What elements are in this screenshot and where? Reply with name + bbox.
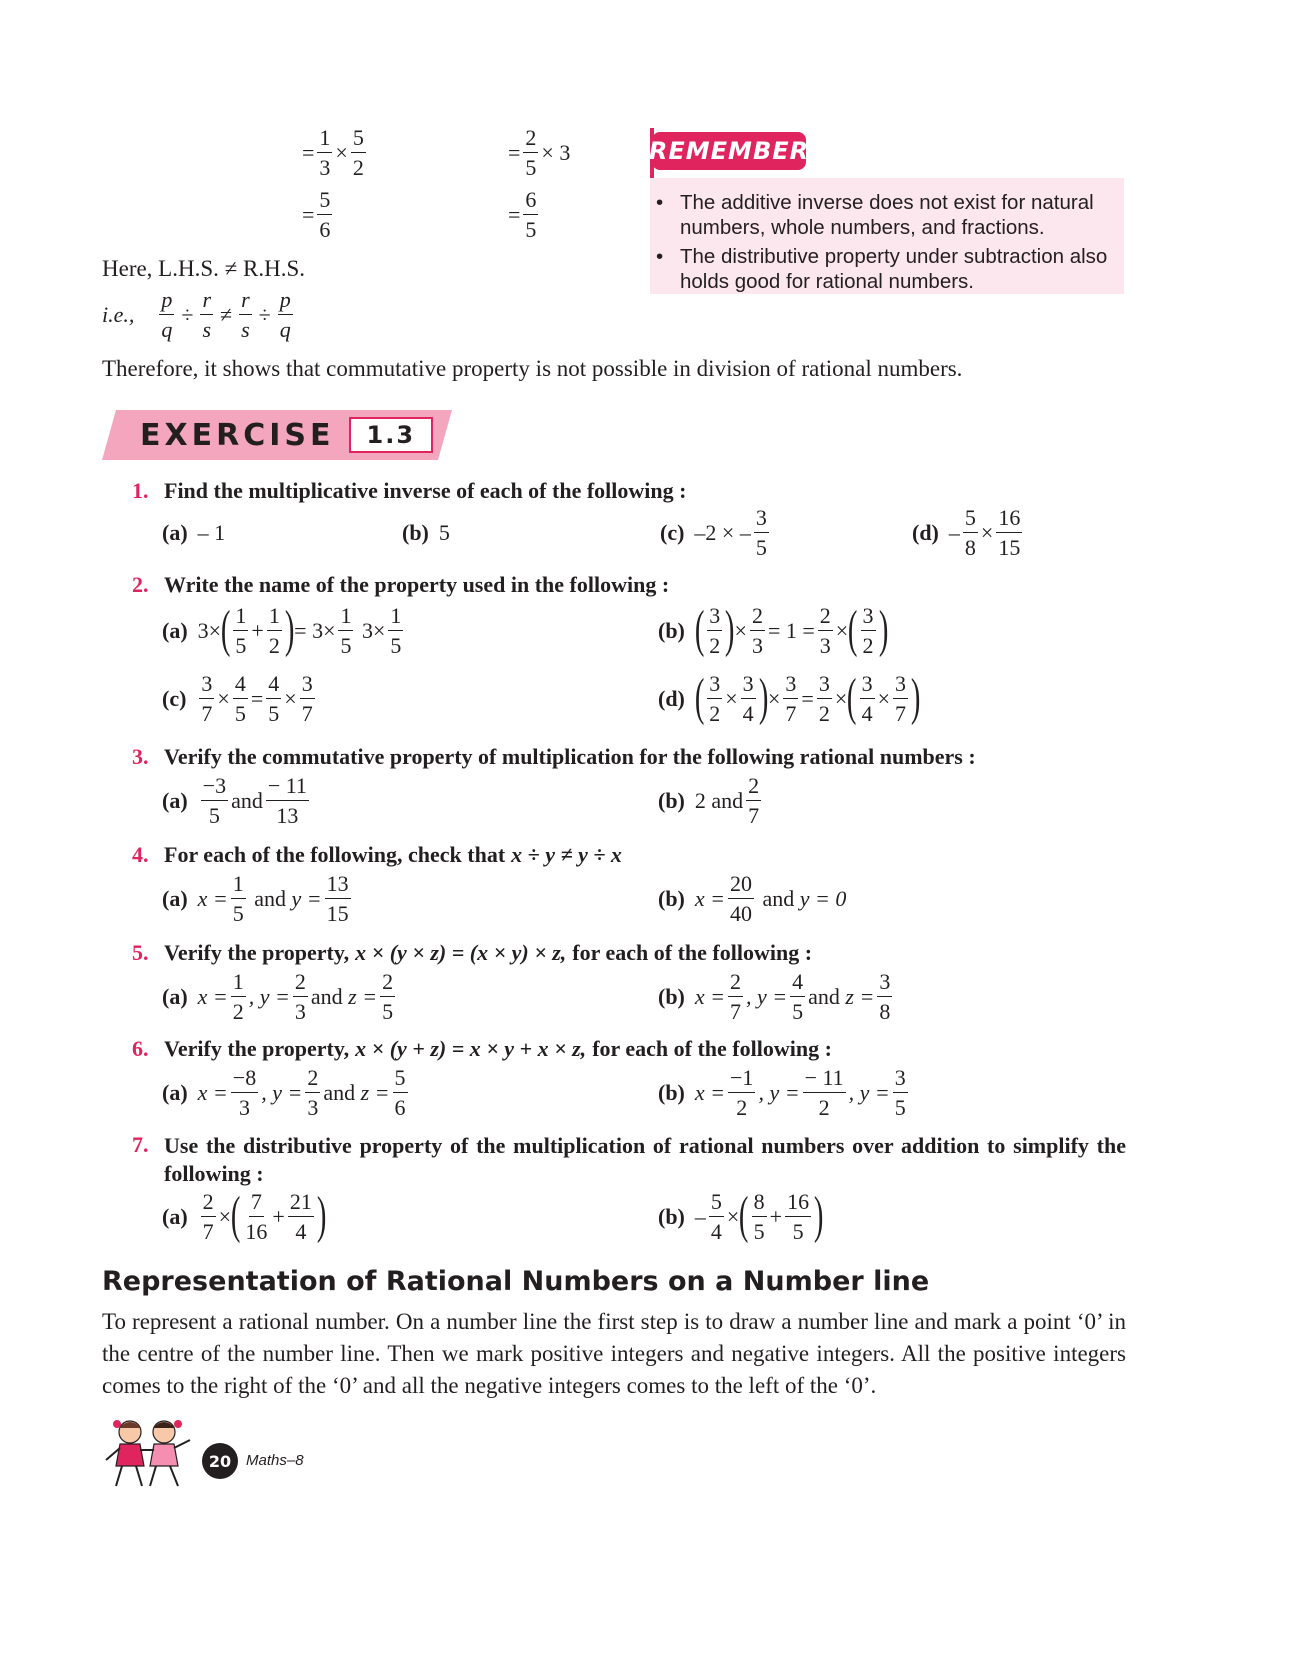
working-line-2-col2: = $\frac{6}{5}$	[508, 187, 537, 243]
q1-part-c: (c) –2 × – 3 5	[660, 505, 767, 561]
q3-part-b: (b) 2 and 2 7	[658, 773, 760, 829]
working-line-2-col1: = $\frac{5}{6}$	[302, 187, 331, 243]
question-6: 6. Verify the property, x × (y + z) = x × y + x × z, for each of the following :	[132, 1036, 832, 1061]
q2-part-a: (a) 3× ( 1 5 + 1 2 ) = 3× 1 5 3× 1 5	[162, 601, 402, 659]
q6-part-b: (b) x = $\frac{-1}{2}$ , y = $\frac{- 11}{2}$ , y = $\frac{3}{5}$	[658, 1065, 906, 1121]
working-line-1-col1: = $\frac{1}{3}$ × $\frac{5}{2}$	[302, 125, 364, 181]
page-number-badge: 20	[202, 1443, 238, 1479]
question-7: 7. Use the distributive property of the multiplication of rational numbers over addition to simplify the following :	[132, 1132, 1126, 1186]
question-5: 5. Verify the property, x × (y × z) = (x × y) × z, for each of the following :	[132, 940, 813, 965]
question-4: 4. For each of the following, check that x ÷ y ≠ y ÷ x	[132, 842, 622, 867]
kids-illustration-icon	[102, 1416, 194, 1494]
ie-expression: i.e., $\frac{p}{q}$ ÷ $\frac{r}{s}$ ≠ $\frac{r}{s}$ ÷ $\frac{p}{q}$	[102, 287, 291, 343]
q2-part-c: (c) 3 7 × 4 5 = 4 5 × 3 7	[162, 671, 313, 727]
q5-part-b: (b) x = $\frac{2}{7}$ , y = $\frac{4}{5}$ and z = $\frac{3}{8}$	[658, 969, 891, 1025]
therefore-text: Therefore, it shows that commutative property is not possible in division of rational numbers.	[102, 356, 963, 381]
remember-tag: REMEMBER	[652, 132, 806, 170]
book-title: Maths–8	[246, 1452, 304, 1469]
q7-part-a: (a) 2 7 × ( 7 16 + 21 4 )	[162, 1187, 327, 1245]
q2-part-d: (d) ( 3 2 × 3 4 ) × 3 7 = 3 2 × ( 3 4 × 3 7 )	[658, 669, 921, 727]
q7-part-b: (b) – 5 4 × ( 8 5 + 16 5 )	[658, 1187, 824, 1245]
q5-part-a: (a) x = $\frac{1}{2}$ , y = $\frac{2}{3}$ and z = $\frac{2}{5}$	[162, 969, 394, 1025]
question-3: 3. Verify the commutative property of multiplication for the following rational numbers :	[132, 744, 976, 769]
exercise-number: 1.3	[349, 417, 434, 453]
q1-part-a: (a) – 1	[162, 520, 226, 545]
here-text: Here, L.H.S. ≠ R.H.S.	[102, 256, 306, 281]
q6-part-a: (a) x = $\frac{-8}{3}$ , y = $\frac{2}{3}$ and z = $\frac{5}{6}$	[162, 1065, 406, 1121]
working-line-1-col2: = $\frac{2}{5}$ × 3	[508, 125, 571, 181]
q4-part-a: (a) x = $\frac{1}{5}$ and y = $\frac{13}{15}$	[162, 871, 349, 927]
question-2: 2. Write the name of the property used in the following :	[132, 572, 670, 597]
remember-box	[650, 178, 1124, 294]
q4-part-b: (b) x = $\frac{20}{40}$ and y = 0	[658, 871, 847, 927]
remember-item: • The distributive property under subtraction also holds good for rational numbers.	[656, 245, 1108, 293]
q1-part-b: (b) 5	[402, 520, 450, 545]
section-paragraph: To represent a rational number. On a number line the first step is to draw a number line and mark a point ‘0’ in the centre of the number line. Then we mark positive integers and negative integers. All the positive integers comes to the right of the ‘0’ and all the negative integers comes to the left of the ‘0’.	[102, 1309, 1126, 1398]
kids-illustration	[102, 1416, 194, 1494]
remember-item: • The additive inverse does not exist for natural numbers, whole numbers, and fractions.	[656, 191, 1094, 239]
exercise-title	[140, 414, 433, 456]
q1-part-d: (d) – $\frac{5}{8}$ × $\frac{16}{15}$	[912, 505, 1021, 561]
q2-part-b: (b) ( 3 2 ) × 2 3 = 1 = 2 3 × ( 3 2 )	[658, 601, 888, 659]
exercise-word: EXERCISE	[140, 417, 335, 453]
question-1: 1. Find the multiplicative inverse of each of the following :	[132, 478, 687, 503]
q3-part-a: (a) −3 5 and − 11 13	[162, 773, 307, 829]
section-heading: Representation of Rational Numbers on a Number line	[102, 1266, 930, 1297]
